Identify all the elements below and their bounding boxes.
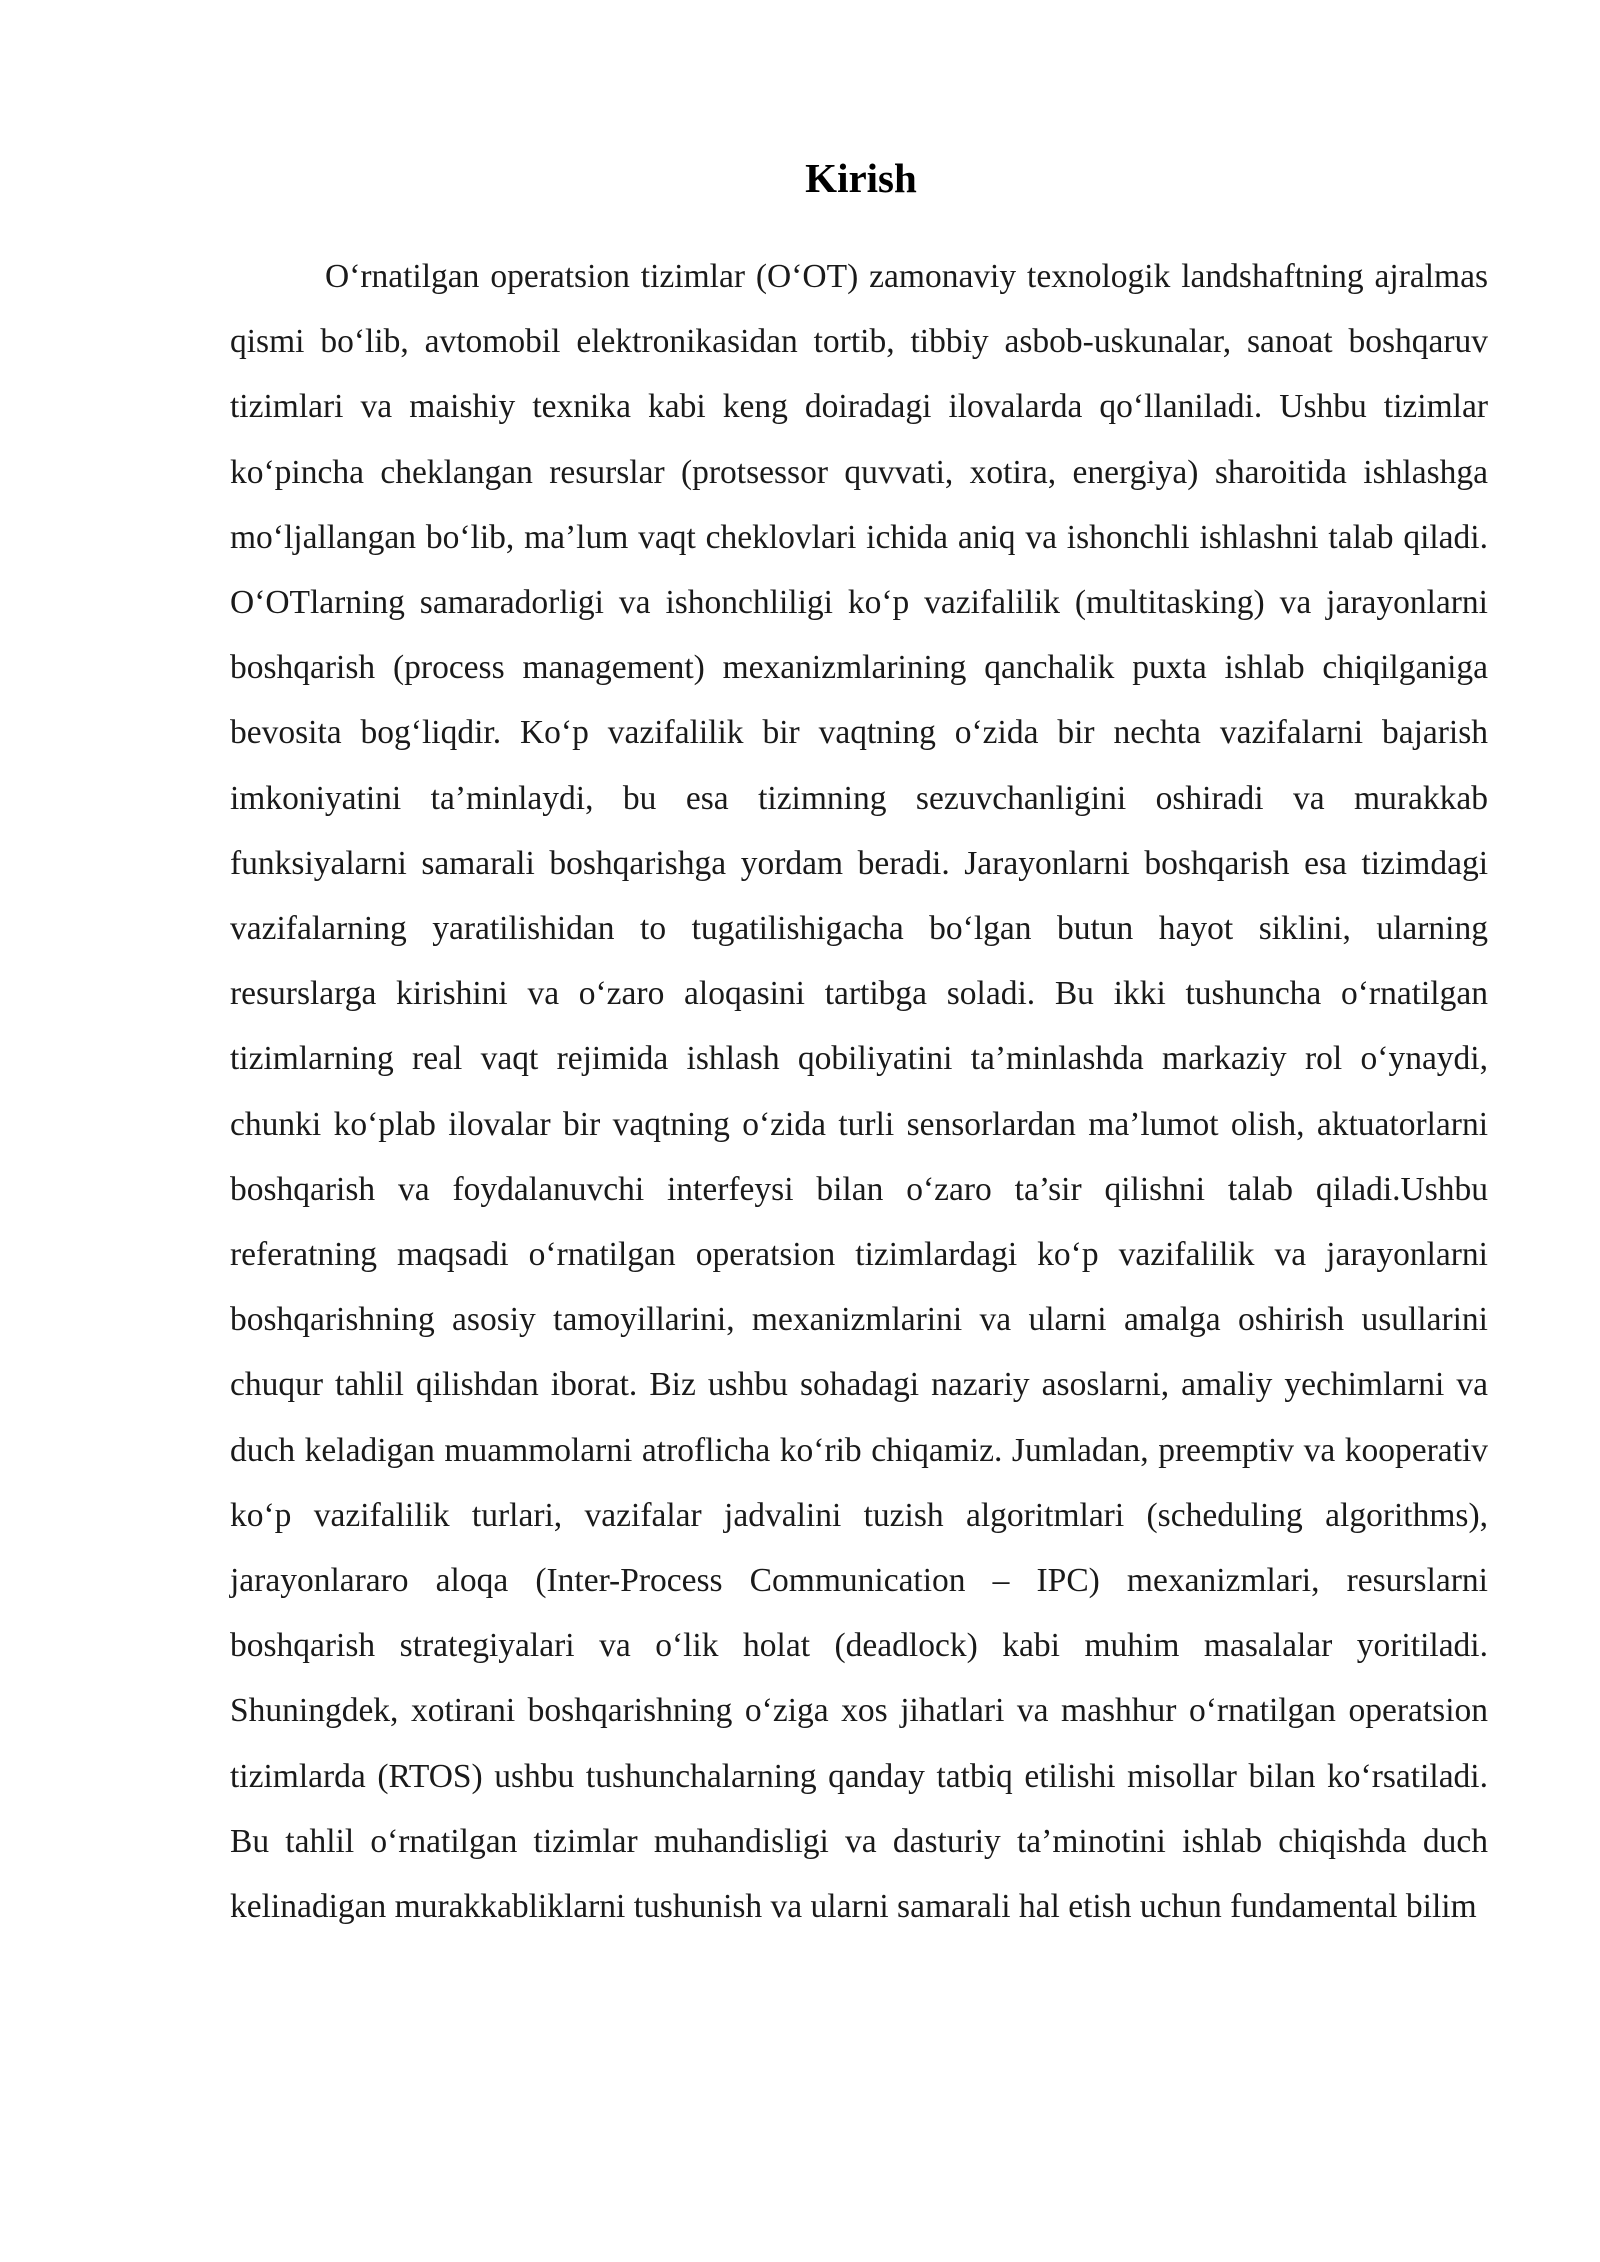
page-title: Kirish	[805, 155, 917, 201]
body-paragraph: O‘rnatilgan operatsion tizimlar (O‘OT) zamonaviy texnologik landshaftning ajralmas qismi bo‘lib, avtomobil elektronikasidan tortib, tibbiy asbob-uskunalar, sanoat boshqaruv tizimlari va maishiy texnika kabi keng doiradagi ilovalarda qo‘llaniladi. Ushbu tizimlar ko‘pincha cheklangan resurslar (protsessor quvvati, xotira, energiya) sharoitida ishlashga mo‘ljallangan bo‘lib, ma’lum vaqt cheklovlari ichida aniq va ishonchli ishlashni talab qiladi. O‘OTlarning samaradorligi va ishonchliligi ko‘p vazifalilik (multitasking) va jarayonlarni boshqarish (process management) mexanizmlarining qanchalik puxta ishlab chiqilganiga bevosita bog‘liqdir. Ko‘p vazifalilik bir vaqtning o‘zida bir nechta vazifalarni bajarish imkoniyatini ta’minlaydi, bu esa tizimning sezuvchanligini oshiradi va murakkab funksiyalarni samarali boshqarishga yordam beradi. Jarayonlarni boshqarish esa tizimdagi vazifalarning yaratilishidan to tugatilishigacha bo‘lgan butun hayot siklini, ularning resurslarga kirishini va o‘zaro aloqasini tartibga soladi. Bu ikki tushuncha o‘rnatilgan tizimlarning real vaqt rejimida ishlash qobiliyatini ta’minlashda markaziy rol o‘ynaydi, chunki ko‘plab ilovalar bir vaqtning o‘zida turli sensorlardan ma’lumot olish, aktuatorlarni boshqarish va foydalanuvchi interfeysi bilan o‘zaro ta’sir qilishni talab qiladi.Ushbu referatning maqsadi o‘rnatilgan operatsion tizimlardagi ko‘p vazifalilik va jarayonlarni boshqarishning asosiy tamoyillarini, mexanizmlarini va ularni amalga oshirish usullarini chuqur tahlil qilishdan iborat. Biz ushbu sohadagi nazariy asoslarni, amaliy yechimlarni va duch keladigan muammolarni atroflicha ko‘rib chiqamiz. Jumladan, preemptiv va kooperativ ko‘p vazifalilik turlari, vazifalar jadvalini tuzish algoritmlari (scheduling algorithms), jarayonlararo aloqa (Inter-Process Communication – IPC) mexanizmlari, resurslarni boshqarish strategiyalari va o‘lik holat (deadlock) kabi muhim masalalar yoritiladi. Shuningdek, xotirani boshqarishning o‘ziga xos jihatlari va mashhur o‘rnatilgan operatsion tizimlarda (RTOS) ushbu tushunchalarning qanday tatbiq etilishi misollar bilan ko‘rsatiladi. Bu tahlil o‘rnatilgan tizimlar muhandisligi va dasturiy ta’minotini ishlab chiqishda duch kelinadigan murakkabliklarni tushunish va ularni samarali hal etish uchun fundamental bilim	[230, 258, 1488, 1926]
